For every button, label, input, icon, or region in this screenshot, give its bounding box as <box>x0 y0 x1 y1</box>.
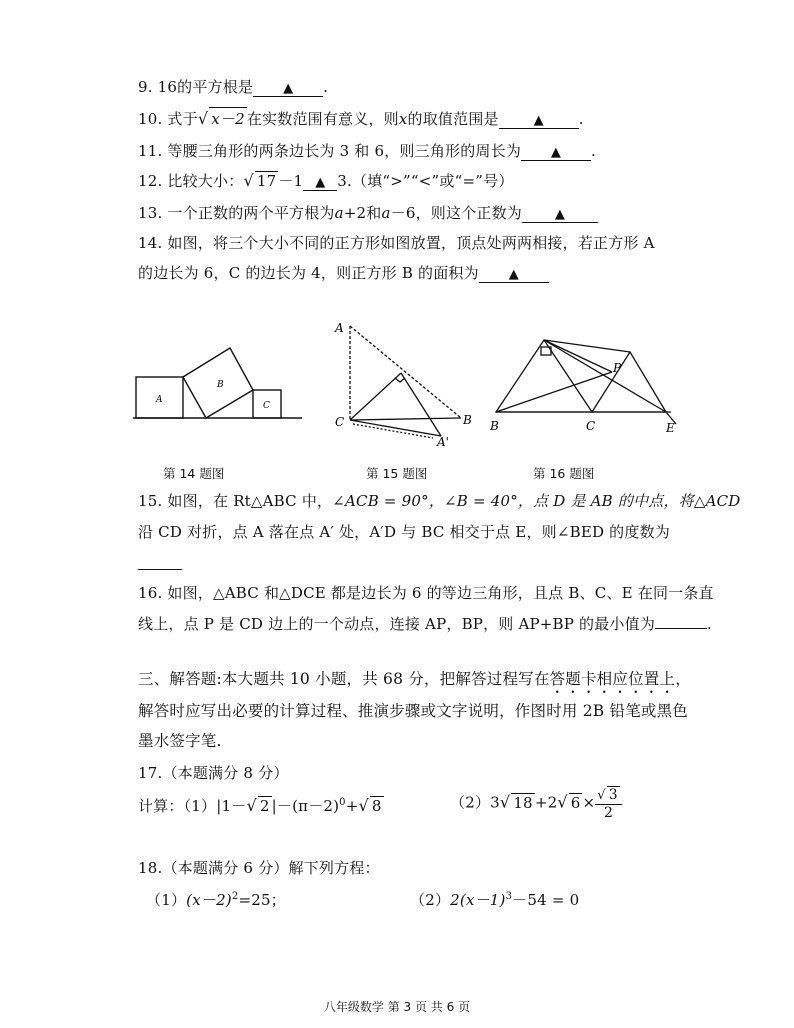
figure-16 <box>486 322 686 437</box>
page-footer: 八年级数学 第 3 页 共 6 页 <box>323 1000 471 1014</box>
q17-calc-label: 计算：（1） <box>138 797 217 815</box>
q12-radicand: 17 <box>256 172 277 190</box>
answer-blank <box>522 204 598 223</box>
label-e: E <box>666 421 675 435</box>
question-18-part-2 <box>410 889 579 910</box>
fold-cd <box>350 373 401 420</box>
q14-text-1: 14. 如图，将三个大小不同的正方形如图放置，顶点处两两相接，若正方形 A <box>138 234 655 252</box>
question-12 <box>138 170 514 191</box>
label-b: B <box>217 380 224 390</box>
q15-text-a: 15. 如图，在 Rt△ABC 中， <box>138 492 333 510</box>
answer-blank <box>479 264 549 283</box>
q17-p2-c: × <box>582 793 596 812</box>
q17-p2-radicand-2: 6 <box>570 793 581 812</box>
answer-blank <box>655 610 707 629</box>
q18-p2-expr: 2(x－1) <box>450 891 506 909</box>
question-10 <box>138 107 584 129</box>
triangle-icon: ▲ <box>283 81 294 96</box>
question-14-line-2 <box>138 262 549 283</box>
question-15-line-1 <box>138 490 741 511</box>
radical-icon: √ <box>597 788 606 803</box>
answer-blank-q15 <box>138 569 182 570</box>
question-17-part-1 <box>138 795 384 816</box>
triangle-icon: ▲ <box>554 207 566 222</box>
q12-text-b: －1 <box>278 172 304 190</box>
label-c: C <box>335 415 345 429</box>
caption-fig-15: 第 15 题图 <box>366 466 428 481</box>
q10-radicand: x－2 <box>209 107 247 129</box>
radical-icon: √ <box>243 171 254 190</box>
section-3-line-2 <box>138 699 688 721</box>
q18-p2-exp: 3 <box>505 891 513 902</box>
sec3-text-2: 解答时应写出必要的计算过程、推演步骤或文字说明，作图时用 2B 铅笔或黑色 <box>138 702 689 720</box>
q13-var-a: a <box>334 204 344 222</box>
question-13 <box>138 202 598 223</box>
q16-end: . <box>707 615 712 633</box>
sec3-text-c: ， <box>675 670 691 688</box>
segment-ca <box>350 420 441 436</box>
label-c: C <box>263 401 270 411</box>
question-17-part-2 <box>450 786 622 821</box>
question-14-line-1 <box>138 232 655 253</box>
label-a: A <box>335 321 344 335</box>
triangle-icon: ▲ <box>315 175 326 190</box>
sec3-text-a: 三、解答题:本大题共 10 小题，共 68 分，把解答过程写在 <box>138 670 550 688</box>
fraction <box>595 786 622 821</box>
q18-p1-label: （1） <box>146 891 187 909</box>
fold-mark <box>353 424 433 438</box>
label-p: P <box>613 361 622 375</box>
q12-text-a: 12. 比较大小： <box>138 172 244 190</box>
q11-text: 11. 等腰三角形的两条边长为 3 和 6，则三角形的周长为 <box>138 142 522 160</box>
q13-text: 13. 一个正数的两个平方根为 <box>138 204 335 222</box>
question-11 <box>138 140 596 161</box>
label-a: A <box>156 395 163 405</box>
q17-p1-c: + <box>345 797 359 815</box>
triangle-icon: ▲ <box>508 267 519 282</box>
radical-icon: √ <box>246 796 257 815</box>
label-c: C <box>586 419 596 433</box>
triangle-icon: ▲ <box>550 145 562 160</box>
sec3-emphasis: 答题卡相应位置上 <box>549 670 676 688</box>
q16-text-1: 16. 如图，△ABC 和△DCE 都是边长为 6 的等边三角形，且点 B、C、E 在同一条直 <box>138 584 714 602</box>
sec3-text-3: 墨水签字笔. <box>138 732 222 750</box>
question-18-part-1 <box>146 889 286 910</box>
radical-icon: √ <box>358 796 369 815</box>
q9-text: 9. 16的平方根是 <box>138 78 254 96</box>
question-18-title <box>138 857 380 878</box>
q9-end: . <box>323 78 329 96</box>
q17-p2-label: （2） <box>450 793 491 812</box>
q17-p1-radicand-2: 8 <box>371 797 382 815</box>
question-9 <box>138 76 328 97</box>
q13-text-b: +2和 <box>343 204 382 222</box>
caption-fig-14: 第 14 题图 <box>163 466 225 481</box>
side-cb <box>350 418 461 420</box>
section-3-line-1 <box>138 667 691 697</box>
line-ae <box>544 340 666 412</box>
q10-text-b: 在实数范围有意义，则 <box>246 110 399 128</box>
angle-mark <box>395 378 405 382</box>
q17-p1-radicand: 2 <box>259 797 270 815</box>
q18-p1-expr: (x－2) <box>186 891 232 909</box>
q17-p1-exp: 0 <box>339 797 346 808</box>
q17-p1-a: |1－ <box>216 797 247 815</box>
triangle-abc <box>496 340 592 412</box>
q10-var: x <box>398 110 408 128</box>
question-16-line-2 <box>138 610 712 634</box>
radical-icon: √ <box>197 109 209 128</box>
triangle-icon: ▲ <box>533 113 544 128</box>
q17-p1-b: |－(π－2) <box>271 797 340 815</box>
figure-15 <box>333 318 483 448</box>
label-a-prime: A' <box>437 435 449 448</box>
q10-text-a: 10. 式于 <box>138 110 198 128</box>
triangle-dce <box>592 352 666 412</box>
question-16-line-1 <box>138 582 714 603</box>
q17-title: 17.（本题满分 8 分） <box>138 764 289 782</box>
segment-da <box>401 373 441 436</box>
q17-p2-num: 3 <box>608 787 618 803</box>
q18-title: 18.（本题满分 6 分）解下列方程： <box>138 859 380 877</box>
q18-p1-rhs: =25； <box>238 891 286 909</box>
q15-text-2: 沿 CD 对折，点 A 落在点 A′ 处，A′D 与 BC 相交于点 E，则∠BED 的度数为 <box>138 523 670 541</box>
fraction-denominator: 2 <box>604 804 614 821</box>
q10-text-c: 的取值范围是 <box>407 110 499 128</box>
line-bp <box>496 372 612 412</box>
q12-text-c: 3.（填“>”“<”或“=”号） <box>337 172 514 190</box>
q17-p2-radicand-1: 18 <box>513 793 533 812</box>
answer-blank <box>499 110 579 129</box>
figure-14 <box>130 330 305 430</box>
answer-blank <box>303 172 337 191</box>
caption-fig-16: 第 16 题图 <box>533 466 595 481</box>
q13-var-a2: a <box>381 204 391 222</box>
section-3-line-3 <box>138 729 222 751</box>
q13-text-c: －6，则这个正数为 <box>390 204 523 222</box>
q10-end: . <box>578 110 584 128</box>
q17-p2-b: +2 <box>534 793 558 812</box>
question-17-title <box>138 762 289 783</box>
radical-icon: √ <box>557 792 568 812</box>
q16-text-2: 线上，点 P 是 CD 边上的一个动点，连接 AP，BP，则 AP+BP 的最小值为 <box>138 615 656 633</box>
q18-p1-exp: 2 <box>231 891 239 902</box>
question-15-line-2 <box>138 521 670 542</box>
radical-icon: √ <box>499 792 511 812</box>
label-b: B <box>463 413 472 427</box>
answer-blank <box>521 142 591 161</box>
q18-p2-label: （2） <box>410 891 451 909</box>
q17-p2-a: 3 <box>490 793 500 812</box>
fraction-numerator <box>595 786 622 805</box>
label-b: B <box>490 419 499 433</box>
q15-text-b: ∠ACB = 90°，∠B = 40°，点 D 是 AB 的中点，将△ACD <box>332 492 741 510</box>
answer-blank <box>253 78 323 97</box>
q11-end: . <box>591 142 596 160</box>
q18-p2-rhs: －54 = 0 <box>512 891 580 909</box>
q14-text-2: 的边长为 6，C 的边长为 4，则正方形 B 的面积为 <box>138 264 479 282</box>
